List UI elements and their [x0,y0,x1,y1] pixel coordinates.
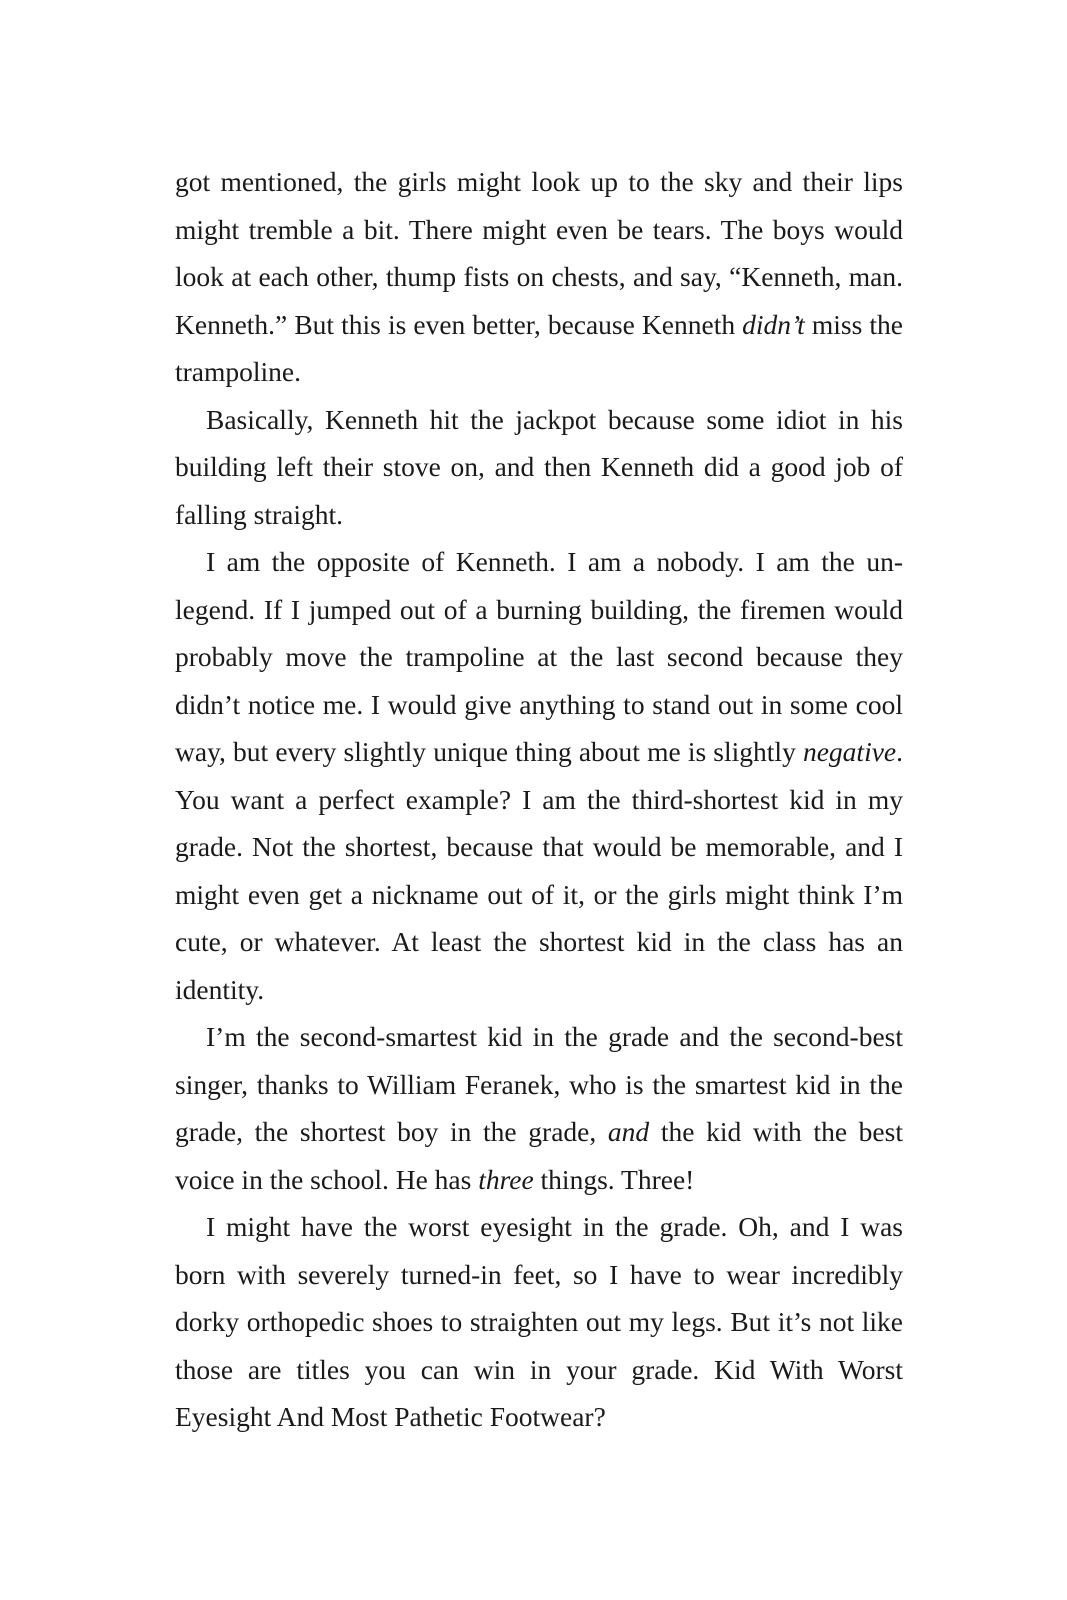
paragraph-3-italic-negative: negative [802,736,897,767]
paragraph-4-italic-three: three [478,1163,534,1195]
paragraph-5 [175,1203,903,1441]
paragraph-4-text-2: the kid with the best voice in the school. He has [175,1116,903,1195]
paragraph-1-text-2: miss the trampoline. [175,308,904,387]
paragraph-2-text-1: Basically, Kenneth hit the jackpot because some idiot in his building left their stove on, and then Kenneth did a good job of falling straight. [175,403,903,530]
paragraph-4-text-3: things. Three! [533,1163,695,1195]
paragraph-5-text-1: I might have the worst eyesight in the grade. Oh, and I was born with severely turned-in feet, so I have to wear incredibly dorky orthopedic shoes to straighten out my legs. But it’s not like those are titles you can win in your grade. Kid With Worst Eyesight And Most Pathetic Footwear? [175,1211,903,1432]
book-page [175,158,903,1441]
paragraph-3-text-1: I am the opposite of Kenneth. I am a nobody. I am the unlegend. If I jumped out of a burning building, the firemen would probably move the trampoline at the last second because they didn’t notice me. I would give anything to stand out in some cool way, but every slightly unique thing about me is slightly [175,546,903,767]
paragraph-4 [175,1013,903,1203]
paragraph-1 [175,158,903,396]
paragraph-4-text-1: I’m the second-smartest kid in the grade and the second-best singer, thanks to William Feranek, who is the smartest kid in the grade, the shortest boy in the grade, [175,1021,903,1147]
paragraph-1-text-1: got mentioned, the girls might look up to the sky and their lips might tremble a bit. There might even be tears. The boys would look at each other, thump fists on chests, and say, “Kenneth, man. Kenneth.” But this is even better, because Kenneth [175,166,903,340]
paragraph-3 [175,538,903,1013]
paragraph-4-italic-and: and [607,1116,650,1147]
paragraph-3-text-2: . You want a perfect example? I am the third-shortest kid in my grade. Not the shortest, because that would be memorable, and I might even get a nickname out of it, or the girls might think I’m cute, or whatever. At least the shortest kid in the class has an identity. [175,736,903,1005]
paragraph-2 [175,396,903,539]
paragraph-1-italic-didnt: didn’t [742,308,805,340]
